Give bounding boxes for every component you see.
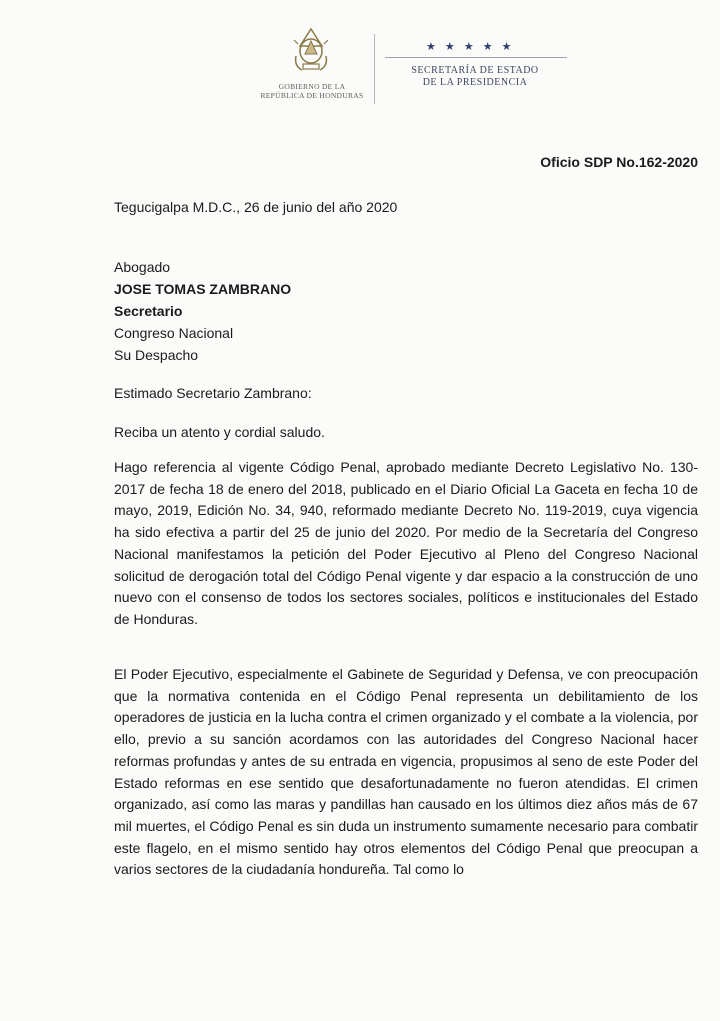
- secretariat-label-line1: SECRETARÍA DE ESTADO: [411, 65, 539, 76]
- coat-of-arms-icon: [286, 26, 336, 76]
- header-divider: [374, 34, 375, 104]
- recipient-title: Abogado: [114, 259, 171, 275]
- recipient-block: [114, 256, 291, 366]
- place-date: Tegucigalpa M.D.C., 26 de junio del año 2020: [114, 199, 398, 215]
- letterhead: [250, 22, 570, 112]
- document-reference: Oficio SDP No.162-2020: [540, 154, 698, 170]
- government-label-line1: GOBIERNO DE LA: [278, 82, 346, 91]
- recipient-position: Secretario: [114, 303, 183, 319]
- government-label: [250, 82, 374, 100]
- recipient-institution: Congreso Nacional: [114, 325, 234, 341]
- stars-icon: ★ ★ ★ ★ ★: [426, 41, 515, 53]
- secretariat-label: [390, 65, 560, 89]
- recipient-office: Su Despacho: [114, 347, 199, 363]
- government-label-line2: REPÚBLICA DE HONDURAS: [260, 91, 364, 100]
- recipient-name: JOSE TOMAS ZAMBRANO: [114, 281, 292, 297]
- body-paragraph: El Poder Ejecutivo, especialmente el Gabinete de Seguridad y Defensa, ve con preocupación que la normativa contenida en el Código Penal representa un debilitamiento de los operadores de justicia en la lucha contra el crimen organizado y el combate a la violencia, por ello, previo a su sanción acordamos con las autoridades del Congreso Nacional hacer reformas profundas y antes de su entrada en vigencia, propusimos al seno de este Poder del Estado reformas en ese sentido que desafortunadamente no fueron atendidas. El crimen organizado, así como las maras y pandillas han causado en los últimos diez años más de 67 mil muertes, el Código Penal es sin duda un instrumento sumamente necesario para combatir este flagelo, en el mismo sentido hay otros elementos del Código Penal que preocupan a varios sectores de la ciudadanía hondureña. Tal como lo: [114, 666, 698, 878]
- secretariat-label-line2: DE LA PRESIDENCIA: [422, 77, 528, 88]
- body-paragraph: Hago referencia al vigente Código Penal, aprobado mediante Decreto Legislativo No. 130-2017 de fecha 18 de enero del 2018, publicado en el Diario Oficial La Gaceta en fecha 10 de mayo, 2019, Edición No. 34, 940, reformado mediante Decreto No. 119-2019, cuya vigencia ha sido efectiva a partir del 25 de junio del 2020. Por medio de la Secretaría del Congreso Nacional manifestamos la petición del Poder Ejecutivo al Pleno del Congreso Nacional solicitud de derogación total del Código Penal vigente y dar espacio a la construcción de uno nuevo con el consenso de todos los sectores sociales, políticos e institucionales del Estado de Honduras.: [114, 459, 698, 627]
- header-rule: [385, 57, 567, 58]
- greeting: Estimado Secretario Zambrano:: [114, 385, 312, 401]
- salutation: Reciba un atento y cordial saludo.: [114, 424, 325, 440]
